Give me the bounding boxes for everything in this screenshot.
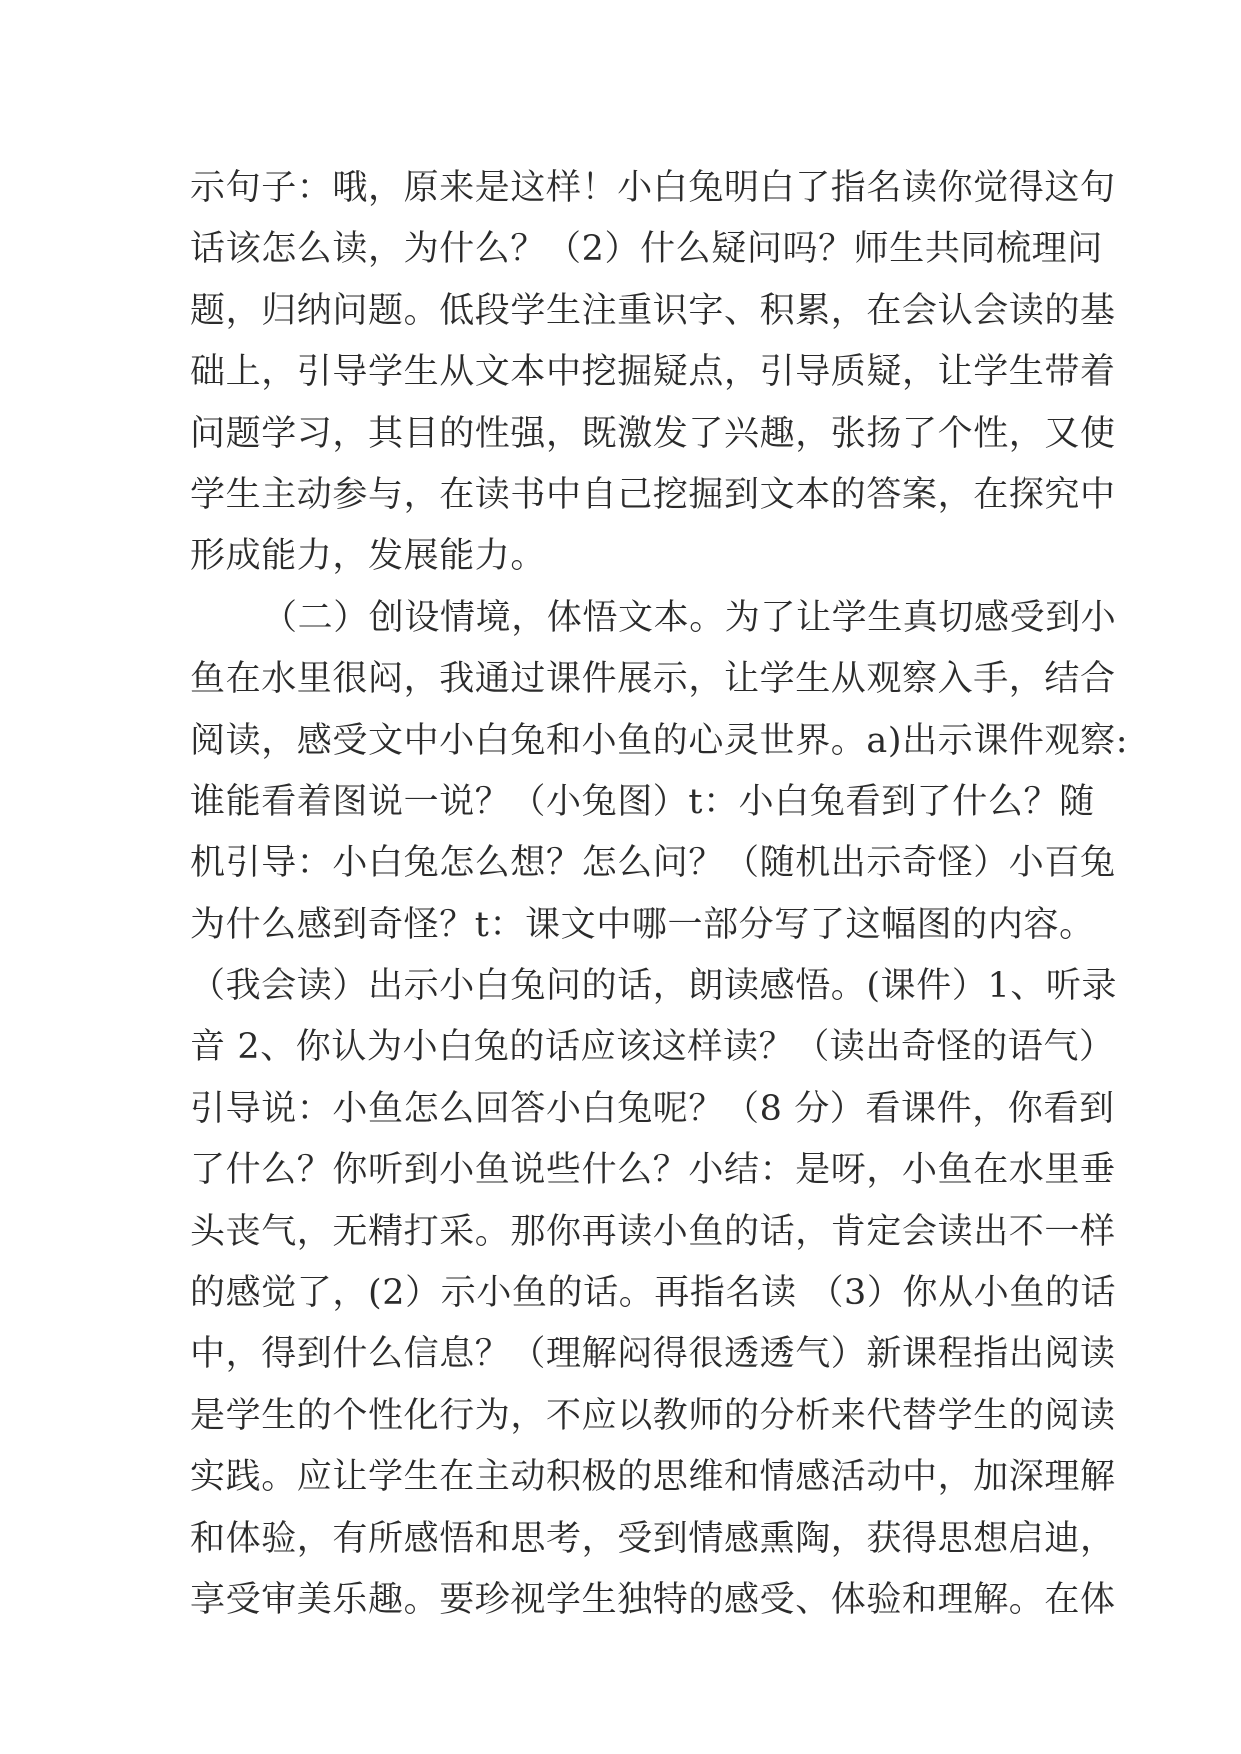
text-line: 是学生的个性化行为，不应以教师的分析来代替学生的阅读 — [190, 1395, 1116, 1436]
text-line: 音 2、你认为小白兔的话应该这样读？（读出奇怪的语气） — [190, 1027, 1115, 1068]
text-line: 础上，引导学生从文本中挖掘疑点，引导质疑，让学生带着 — [190, 352, 1116, 393]
text-line: 话该怎么读，为什么？（2）什么疑问吗？师生共同梳理问 — [190, 229, 1103, 270]
text-line: 示句子：哦，原来是这样！小白兔明白了指名读你觉得这句 — [190, 168, 1116, 208]
text-line: 阅读，感受文中小白兔和小鱼的心灵世界。a)出示课件观察: — [190, 720, 1129, 761]
text-line: 了什么？你听到小鱼说些什么？小结：是呀，小鱼在水里垂 — [190, 1150, 1116, 1191]
text-line: 谁能看着图说一说？（小兔图）t：小白兔看到了什么？随 — [190, 781, 1095, 822]
text-line: 形成能力，发展能力。 — [190, 536, 547, 577]
text-line: 学生主动参与，在读书中自己挖掘到文本的答案，在探究中 — [190, 474, 1116, 515]
text-line: 机引导：小白兔怎么想？怎么问？（随机出示奇怪）小百兔 — [190, 843, 1116, 884]
text-line: 为什么感到奇怪？t：课文中哪一部分写了这幅图的内容。 — [190, 904, 1095, 945]
text-line: 中，得到什么信息？（理解闷得很透透气）新课程指出阅读 — [190, 1334, 1116, 1375]
text-line: 享受审美乐趣。要珍视学生独特的感受、体验和理解。在体 — [190, 1579, 1116, 1620]
text-line: 和体验，有所感悟和思考，受到情感熏陶，获得思想启迪， — [190, 1518, 1116, 1559]
text-line: 鱼在水里很闷，我通过课件展示，让学生从观察入手，结合 — [190, 659, 1116, 700]
text-line: 的感觉了，(2）示小鱼的话。再指名读 （3）你从小鱼的话 — [190, 1273, 1117, 1314]
text-line: 问题学习，其目的性强，既激发了兴趣，张扬了个性，又使 — [190, 413, 1116, 454]
text-line: 头丧气，无精打采。那你再读小鱼的话，肯定会读出不一样 — [190, 1211, 1116, 1252]
paragraph-start-line: （二）创设情境，体悟文本。为了让学生真切感受到小 — [262, 597, 1117, 638]
text-line: （我会读）出示小白兔问的话，朗读感悟。(课件）1、听录 — [190, 966, 1118, 1007]
text-line: 题，归纳问题。低段学生注重识字、积累，在会认会读的基 — [190, 290, 1116, 331]
text-line: 实践。应让学生在主动积极的思维和情感活动中，加深理解 — [190, 1457, 1116, 1498]
text-line: 引导说：小鱼怎么回答小白兔呢？（8 分）看课件，你看到 — [190, 1088, 1115, 1129]
body-text — [190, 158, 1129, 1631]
